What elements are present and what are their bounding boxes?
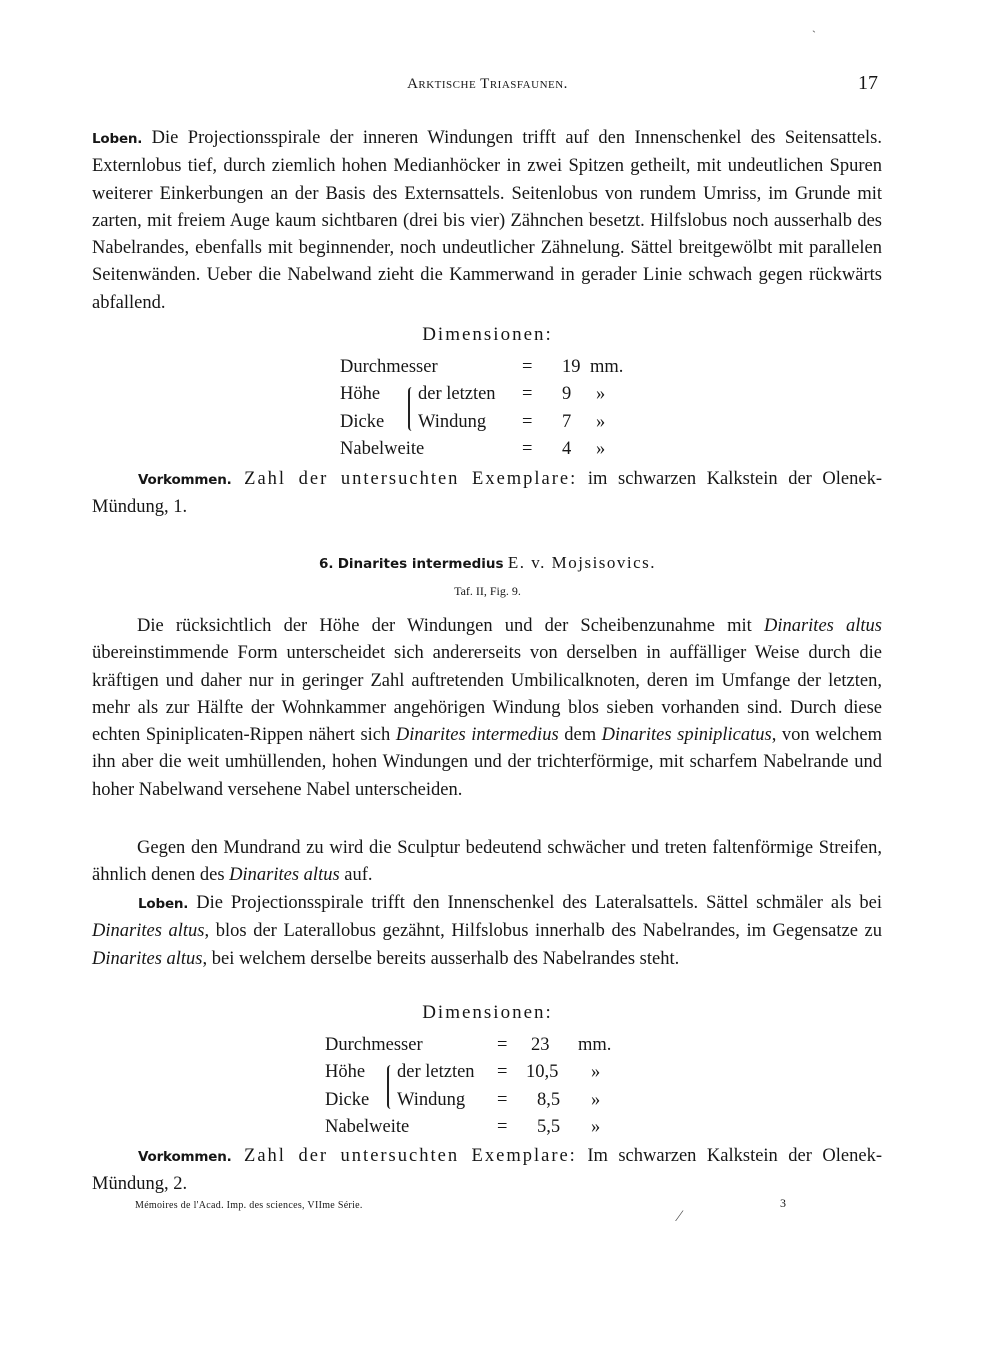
text-run: Die Projectionsspirale trifft den Innenschenkel des Lateralsattels. Sättel schmäler als bei bbox=[196, 893, 882, 913]
text-run: , von welchem ihn aber die weit umhüllenden, hohen Windungen und der trichterförmige, mit scharfem Nabelrande und hoher Nabelwand versehene Nabel unterscheiden. bbox=[92, 725, 883, 800]
loben-text: Die Projectionsspirale der inneren Windungen trifft auf den Innenschenkel des Seitensattels. Externlobus tief, durch ziemlich hohen Medianhöcker in zwei Spitzen getheilt, mit undeutlichen Spuren weiterer Einkerbungen an der Basis des Externsattels. Seitenlobus von rundem Umriss, im Grunde mit zarten, mit freiem Auge kaum sichtbaren (drei bis vier) Zähnchen besetzt. Hilfslobus noch ausserhalb des Nabelrandes, ebenfalls mit beginnender, noch undeutlicher Zähnelung. Sättel breitgewölbt mit parallelen Seitenwänden. Ueber die Nabelwand zieht die Kammerwand in gerader Linie schwach gegen rückwärts abfallend. bbox=[92, 128, 882, 313]
loben-label: Loben. bbox=[92, 131, 143, 147]
text-run: dem bbox=[558, 725, 602, 746]
scan-mark: ` bbox=[812, 28, 816, 42]
species-heading: 6. Dinarites intermedius E. v. Mojsisovics. bbox=[318, 553, 657, 572]
running-header: Arktische Triasfaunen. bbox=[407, 76, 568, 92]
text-run: Die rücksichtlich der Höhe der Windungen und der Scheibenzunahme mit bbox=[137, 616, 764, 636]
dimensions-title-1: Dimensionen: bbox=[422, 324, 553, 345]
footer-publication: Mémoires de l'Acad. Imp. des sciences, VIIme Série. bbox=[135, 1200, 363, 1211]
plate-reference: Taf. II, Fig. 9. bbox=[454, 584, 521, 598]
loben-paragraph-1 bbox=[92, 125, 882, 317]
description-paragraph-2 bbox=[92, 835, 882, 890]
taxon-name: Dinarites altus bbox=[92, 921, 205, 942]
description-paragraph-1 bbox=[92, 613, 882, 804]
taxon-name: Dinarites altus bbox=[763, 616, 882, 636]
vorkommen-paragraph-1: Vorkommen. Zahl der untersuchten Exemplare: im schwarzen Kalkstein der Olenek-Mündung, 1. bbox=[92, 469, 883, 518]
vorkommen-paragraph-2: Vorkommen. Zahl der untersuchten Exemplare: Im schwarzen Kalkstein der Olenek-Mündung, 2. bbox=[92, 1146, 882, 1195]
taxon-name: Dinarites altus bbox=[92, 948, 203, 969]
text-run: , bei welchem derselbe bereits ausserhalb des Nabelrandes steht. bbox=[202, 948, 680, 969]
footer-signature: 3 bbox=[780, 1196, 786, 1210]
loben-paragraph-2: Loben. Die Projectionsspirale trifft den Innenschenkel des Lateralsattels. Sättel schmäler als bei Dinarites altus, blos der Laterallobus gezähnt, Hilfslobus innerhalb des Nabelrandes, im Gegensatze zu Dinarites altus, bei welchem derselbe bereits ausserhalb des Nabelrandes steht. bbox=[92, 893, 882, 969]
text-run: , blos der Laterallobus gezähnt, Hilfslobus innerhalb des Nabelrandes, im Gegensatze zu bbox=[204, 921, 882, 942]
document-page: Arktische Triasfaunen. 17 Loben. Die Projectionsspirale der inneren Windungen trifft auf den Innenschenkel des Seitensattels. Externlobus tief, durch ziemlich hohen Medianhöcker in zwei Spitzen getheilt, mit undeutlichen Spuren weiterer Einkerbungen an der Basis des Externsattels. Seitenlobus von rundem Umriss, im Grunde mit zarten, mit freiem Auge kaum sichtbaren (drei bis vier) Zähnchen besetzt. Hilfslobus noch ausserhalb des Nabelrandes, ebenfalls mit beginnender, noch undeutlicher Zähnelung. Sättel breitgewölbt mit parallelen Seitenwänden. Ueber die Nabelwand zieht die Kammerwand in gerader Linie schwach gegen rückwärts abfallend. Dimensionen: Durchmesser = 19 mm. Höhe der letzten = 9 » Dicke Windung = 7 » Nabelweite = 4 » Vorkommen. Zahl der untersuchten Exemplare: im schwarzen Kalkstein der Olenek-Mündung, 1. 6. Dinarites intermedius E. v. Mojsisovics. Taf. II, Fig. 9. Die rücksichtlich der Höhe der Windungen und der Scheibenzunahme mit Dinarites altus übereinstimmende Form unterscheidet sich andererseits von derselben in auffälliger Weise durch die kräftigen und daher nur in geringer Zahl auftretenden Umbilicalknoten, deren im Umfange der letzten, mehr als zur Hälfte der Wohnkammer angehörigen Windung blos sieben vorhanden sind. Durch diese echten Spiniplicaten-Rippen nähert sich Dinarites intermedius dem Dinarites spiniplicatus, von welchem ihn aber die weit umhüllenden, hohen Windungen und der trichterförmige, mit scharfem Nabelrande und hoher Nabelwand versehene Nabel unterscheiden. Gegen den Mundrand zu wird die Sculptur bedeutend schwächer und treten faltenförmige Streifen, ähnlich denen des Dinarites altus auf. Loben. Die Projectionsspirale trifft den Innenschenkel des Lateralsattels. Sättel schmäler als bei Dinarites altus, blos der Laterallobus gezähnt, Hilfslobus innerhalb des Nabelrandes, im Gegensatze zu Dinarites altus, bei welchem derselbe bereits ausserhalb des Nabelrandes steht. Dimensionen: Durchmesser = 23 mm. Höhe der letzten = 10,5 » Dicke Windung = 8,5 » Nabelweite = 5,5 » Vorkommen. Zahl der untersuchten Exemplare: Im schwarzen Kalkstein der Olenek-Mündung, 2. Mémoires de l'Acad. Imp. des sciences, VIIme Série. 3 ` ⁄ bbox=[0, 0, 1000, 1352]
brace-mark bbox=[408, 387, 416, 431]
dimensions-title-2: Dimensionen: bbox=[422, 1002, 553, 1023]
text-run: auf. bbox=[339, 865, 373, 886]
taxon-name: Dinarites spiniplicatus bbox=[601, 725, 772, 746]
scan-mark: ⁄ bbox=[678, 1208, 681, 1225]
text-run: Gegen den Mundrand zu wird die Sculptur bedeutend schwächer und treten faltenförmige Streifen, ähnlich denen des bbox=[92, 838, 882, 886]
brace-mark bbox=[387, 1065, 395, 1109]
taxon-name: Dinarites altus bbox=[229, 865, 340, 886]
text-run: übereinstimmende Form unterscheidet sich andererseits von derselben in auffälliger Weise durch die kräftigen und daher nur in geringer Zahl auftretenden Umbilicalknoten, deren im Umfange der letzten, mehr als zur Hälfte der Wohnkammer angehörigen Windung blos sieben vorhanden sind. Durch diese echten Spiniplicaten-Rippen nähert sich bbox=[92, 643, 882, 746]
taxon-name: Dinarites intermedius bbox=[395, 725, 559, 746]
page-number: 17 bbox=[858, 72, 878, 94]
